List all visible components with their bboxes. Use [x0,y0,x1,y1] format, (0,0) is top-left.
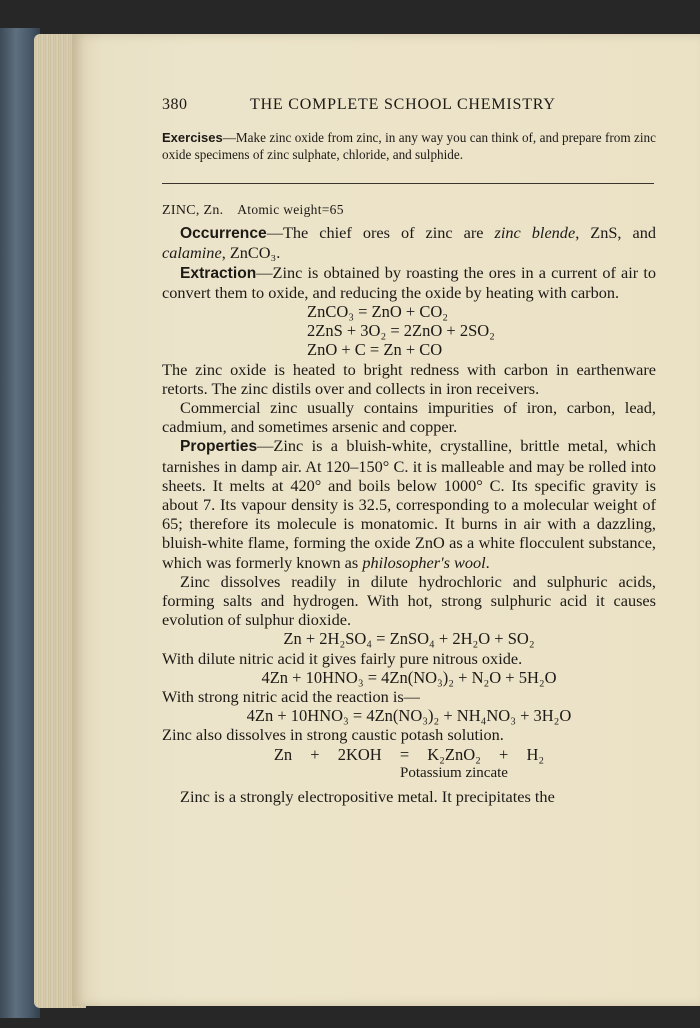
section-title: ZINC, Zn. [162,203,224,218]
equation: 4Zn + 10HNO₃ = 4Zn(NO₃)₂ + NH₄NO₃ + 3H₂O [246,706,572,726]
exercises-label: Exercises [162,130,223,145]
divider-rule [162,183,654,184]
equation: 4Zn + 10HNO₃ = 4Zn(NO₃)₂ + N₂O + 5H₂O [261,667,557,687]
ore-name: zinc blende [494,223,576,243]
extraction-paragraph [162,263,656,302]
ore-name: calamine [162,243,222,263]
properties-paragraph [162,436,656,571]
running-title: THE COMPLETE SCHOOL CHEMISTRY [250,96,556,113]
paragraph: Zinc dissolves readily in dilute hydrochloric and sulphuric acids, forming salts and hydrogen. With hot, strong sulphuric acid it causes evolution of sulphur dioxide. [162,571,656,630]
paragraph: Commercial zinc usually contains impurities of iron, carbon, lead, cadmium, and sometimes arsenic and copper. [162,398,656,437]
equation: ZnCO₃ = ZnO + CO₂ [307,302,449,322]
equation: ZnO + C = Zn + CO [307,340,443,360]
paragraph: Zinc is a strongly electropositive metal. It precipitates the [180,787,555,807]
properties-label: Properties [180,438,258,456]
paragraph: With strong nitric acid the reaction is— [162,687,420,707]
paragraph: With dilute nitric acid it gives fairly pure nitrous oxide. [162,648,523,668]
atomic-weight: Atomic weight=65 [237,202,344,217]
occurrence-label: Occurrence [180,225,267,243]
extraction-text: —Zinc is obtained by roasting the ores in a current of air to convert them to oxide, and reducing the oxide by heating with carbon. [162,262,656,302]
paragraph: Zinc also dissolves in strong caustic potash solution. [162,725,504,745]
exercises-block [162,130,656,163]
section-heading [162,200,656,220]
occurrence-text: , ZnS, and [575,223,656,243]
main-text [162,200,656,806]
equation: Zn + 2KOH = K₂ZnO₂ + H₂ [273,744,545,764]
page-number: 380 [162,96,188,113]
exercises-text: —Make zinc oxide from zinc, in any way you can think of, and prepare from zinc oxide specimens of zinc sulphate, chloride, and sulphide. [162,130,656,162]
historical-name: philosopher's wool [362,552,486,572]
paragraph: The zinc oxide is heated to bright redness with carbon in earthenware retorts. The zinc distils over and collects in iron receivers. [162,359,656,398]
occurrence-text: —The chief ores of zinc are [266,223,495,243]
properties-text: . [485,552,490,572]
equation-label: Potassium zincate [400,764,508,781]
equation: 2ZnS + 3O₂ = 2ZnO + 2SO₂ [307,321,495,341]
occurrence-paragraph [162,223,656,262]
occurrence-text: , ZnCO₃. [221,243,281,263]
properties-text: —Zinc is a bluish-white, crystalline, brittle metal, which tarnishes in damp air. At 120–150° C. it is malleable and may be rolled into sheets. It melts at 420° and boils below 1000° C. Its specific gravity is about 7. Its vapour density is 32.5, corresponding to a molecular weight of 65; therefore its molecule is monatomic. It burns in air with a dazzling, bluish-white flame, forming the oxide ZnO as a white flocculent substance, which was formerly known as [162,436,656,572]
equation: Zn + 2H₂SO₄ = ZnSO₄ + 2H₂O + SO₂ [283,629,535,649]
extraction-label: Extraction [180,264,257,282]
